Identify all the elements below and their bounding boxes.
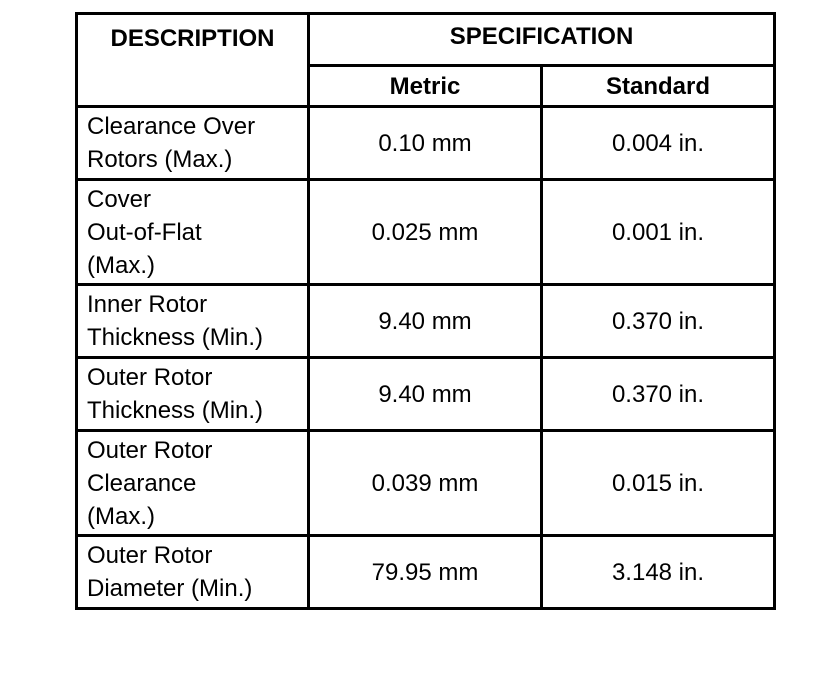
specification-header: SPECIFICATION [309,14,775,66]
specification-table [75,12,776,610]
description-line: Clearance [87,469,197,497]
description-line: (Max.) [87,502,155,530]
description-line: Clearance Over [87,113,256,140]
description-line: Outer Rotor [87,436,213,464]
table-row [77,285,775,358]
metric-cell: 9.40 mm [309,285,542,358]
table-row [77,180,775,285]
standard-cell: 0.370 in. [542,358,775,431]
standard-cell: 0.015 in. [542,431,775,536]
description-line: Outer Rotor [87,364,213,391]
metric-cell: 0.039 mm [309,431,542,536]
table-row [77,536,775,609]
description-line: Diameter (Min.) [87,575,253,602]
standard-cell: 0.001 in. [542,180,775,285]
table-row [77,358,775,431]
metric-cell: 0.10 mm [309,107,542,180]
description-line: Thickness (Min.) [87,397,264,424]
metric-header: Metric [309,66,542,107]
standard-cell: 3.148 in. [542,536,775,609]
description-line: Thickness (Min.) [87,324,264,351]
standard-header: Standard [542,66,775,107]
description-cell [77,358,309,431]
standard-cell: 0.004 in. [542,107,775,180]
description-line: Inner Rotor [87,291,208,318]
table-row [77,431,775,536]
header-row [77,14,775,66]
description-line: Outer Rotor [87,542,213,569]
description-line: Rotors (Max.) [87,146,233,173]
description-cell [77,180,309,285]
table-row [77,107,775,180]
description-line: Cover [87,185,152,213]
description-cell [77,107,309,180]
description-cell [77,431,309,536]
description-line: (Max.) [87,251,155,279]
metric-cell: 0.025 mm [309,180,542,285]
description-cell [77,285,309,358]
standard-cell: 0.370 in. [542,285,775,358]
description-line: Out-of-Flat [87,218,202,246]
metric-cell: 9.40 mm [309,358,542,431]
description-cell [77,536,309,609]
metric-cell: 79.95 mm [309,536,542,609]
description-header: DESCRIPTION [77,14,309,107]
